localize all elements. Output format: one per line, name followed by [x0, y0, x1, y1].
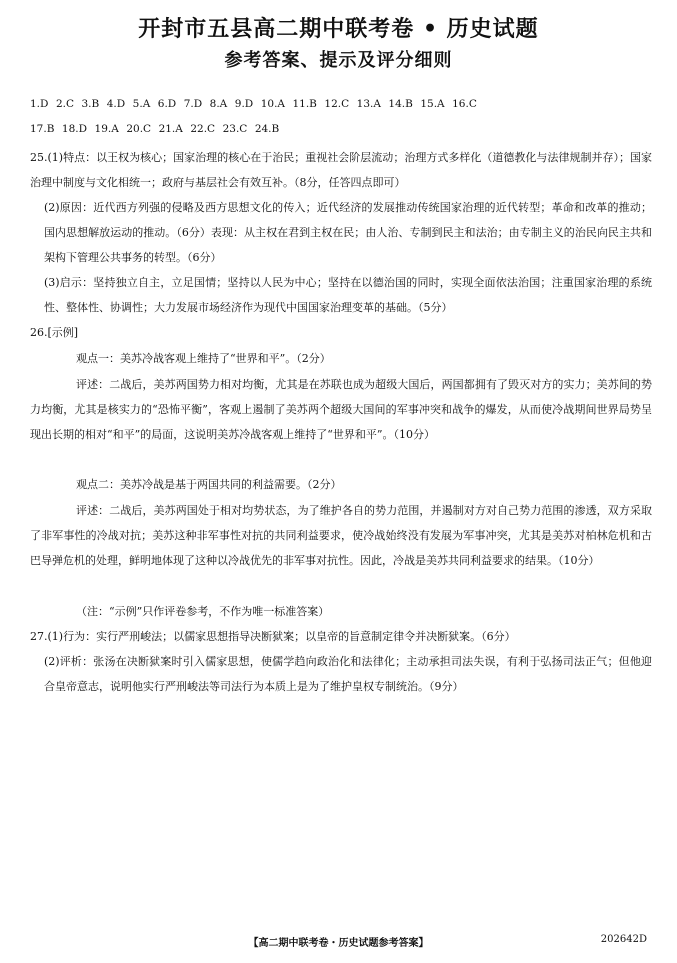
choice-answer: 20.C: [126, 123, 152, 135]
choice-answer: 24.B: [254, 123, 280, 135]
choice-answer: 13.A: [356, 98, 381, 110]
choice-answer: 2.C: [55, 98, 74, 110]
choice-answer: 18.D: [61, 123, 88, 135]
choice-answer: 15.A: [420, 98, 445, 110]
choice-answer: 23.C: [222, 123, 248, 135]
page-title: 开封市五县高二期中联考卷 • 历史试题: [138, 16, 539, 42]
choice-answer: 6.D: [157, 98, 177, 110]
choice-answer: 5.A: [132, 98, 151, 110]
q26-view-1: 观点一：美苏冷战客观上维持了“世界和平”。（2分）: [76, 352, 331, 365]
choice-answers-row-2: [30, 117, 650, 141]
q26-view-2: 观点二：美苏冷战是基于两国共同的利益需要。（2分）: [76, 478, 342, 491]
choice-answer: 11.B: [292, 98, 317, 110]
choice-answer: 21.A: [158, 123, 183, 135]
choice-answer: 17.B: [30, 123, 55, 135]
choice-answer: 8.A: [209, 98, 228, 110]
q25-part1: 25.(1)特点：以王权为核心；国家治理的核心在于治民；重视社会阶层流动；治理方式多样化（道德教化与法律规制并存）；国家治理中制度与文化相统一；政府与基层社会有效互补。（8分，任答四点即可）: [30, 151, 652, 189]
q25-part3: (3)启示：坚持独立自主，立足国情；坚持以人民为中心；坚持在以德治国的同时，实现全面依法治国；注重国家治理的系统性、整体性、协调性；大力发展市场经济作为现代中国国家治理变革的基础。（5分）: [44, 276, 652, 314]
choice-answer: 3.B: [81, 98, 100, 110]
q27-part1: 27.(1)行为：实行严刑峻法；以儒家思想指导决断狱案；以皇帝的旨意制定律令并决断狱案。（6分）: [30, 630, 516, 643]
q26-review-1: 评述：二战后，美苏两国势力相对均衡，尤其是在苏联也成为超级大国后，两国都拥有了毁灭对方的实力；美苏间的势力均衡，尤其是核实力的“恐怖平衡”，客观上遏制了美苏两个超级大国间的军事冲突和战争的爆发，从而使冷战期间世界局势呈现出长期的相对“和平”的局面，这说明美苏冷战客观上维持了“世界和平”。（10分）: [30, 378, 652, 441]
page-subtitle: 参考答案、提示及评分细则: [224, 50, 453, 71]
q26-note: （注：“示例”只作评卷参考，不作为唯一标准答案）: [76, 605, 330, 618]
choice-answer: 7.D: [183, 98, 203, 110]
choice-answer: 9.D: [234, 98, 254, 110]
choice-answer: 10.A: [260, 98, 285, 110]
choice-answer: 19.A: [94, 123, 119, 135]
q26-review-2: 评述：二战后，美苏两国处于相对均势状态，为了维护各自的势力范围，并遏制对方对自己势力范围的渗透，双方采取了非军事性的冷战对抗；美苏这种非军事性对抗的共同利益要求，使冷战始终没有发展为军事冲突，尤其是美苏对柏林危机和古巴导弹危机的处理，鲜明地体现了这种以冷战优先的非军事对抗性。因此，冷战是美苏共同利益要求的结果。（10分）: [30, 504, 652, 567]
choice-answer: 4.D: [106, 98, 126, 110]
q25-part2: (2)原因：近代西方列强的侵略及西方思想文化的传入；近代经济的发展推动传统国家治理的近代转型；革命和改革的推动；国内思想解放运动的推动。（6分）表现：从主权在君到主权在民；由人治、专制到民主和法治；由专制主义的治民向民主共和架构下管理公共事务的转型。（6分）: [44, 201, 652, 264]
choice-answer: 16.C: [452, 98, 477, 110]
choice-answers-row-1: [30, 92, 650, 116]
footer-code: 202642D: [600, 934, 647, 945]
choice-answer: 12.C: [324, 98, 350, 110]
q27-part2: (2)评析：张汤在决断狱案时引入儒家思想，使儒学趋向政治化和法律化；主动承担司法失误，有利于弘扬司法正气；但他迎合皇帝意志，说明他实行严刑峻法等司法行为本质上是为了维护皇权专制统治。（9分）: [44, 655, 652, 693]
choice-answer: 1.D: [30, 98, 49, 110]
choice-answer: 22.C: [190, 123, 216, 135]
footer-title: 【高二期中联考卷・历史试题参考答案】: [248, 938, 429, 949]
choice-answer: 14.B: [388, 98, 413, 110]
q26-label: 26.[示例]: [30, 326, 79, 339]
